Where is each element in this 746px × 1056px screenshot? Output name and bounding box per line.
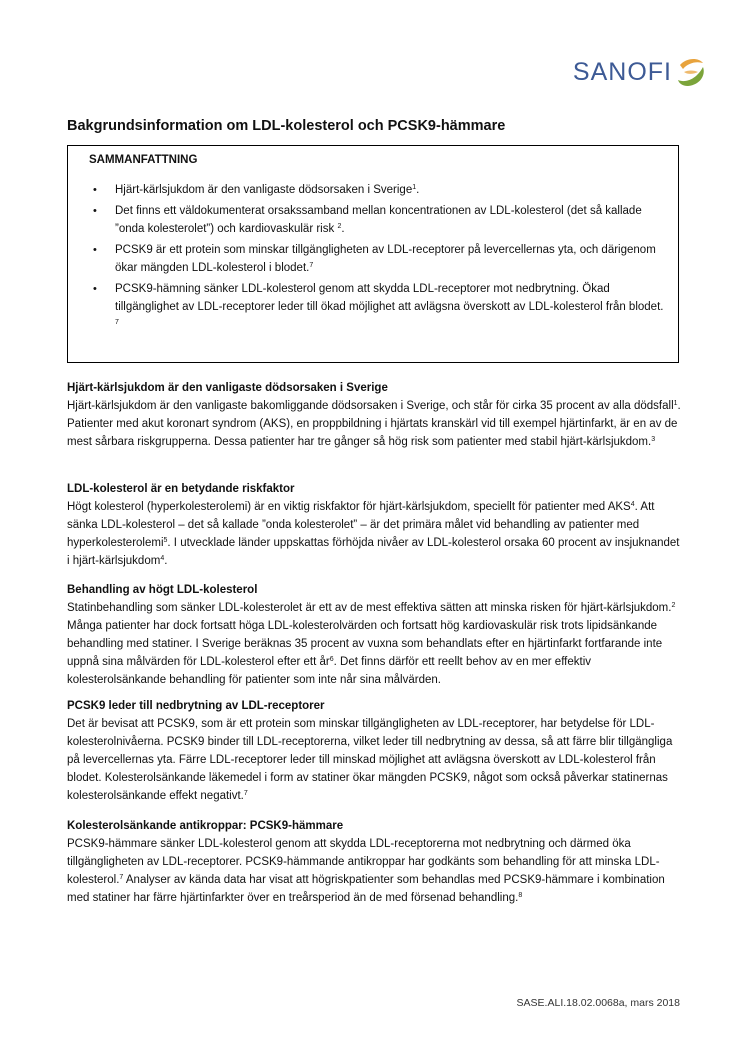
sanofi-logo — [573, 55, 706, 89]
document-footer-code: SASE.ALI.18.02.0068a, mars 2018 — [516, 997, 680, 1009]
bullet-icon: • — [93, 244, 97, 256]
section-treatment — [67, 582, 682, 689]
summary-bullet-item: • PCSK9-hämning sänker LDL-kolesterol genom att skydda LDL-receptorer mot nedbrytning. Ökad tillgänglighet av LDL-receptorer leder till ökad möjlighet att avlägsna överskott av LDL-kolesterol från blodet. $^7$ — [89, 280, 668, 334]
section-heading: Kolesterolsänkande antikroppar: PCSK9-hämmare — [67, 820, 344, 832]
section-cvd — [67, 380, 682, 451]
section-heading: Behandling av högt LDL-kolesterol — [67, 584, 258, 596]
summary-bullet-item: • Det finns ett väldokumenterat orsakssamband mellan koncentrationen av LDL-kolesterol (det så kallade ”onda kolesterolet”) och kardiovaskulär risk $^2$. — [89, 202, 668, 238]
summary-bullet-item: • Hjärt-kärlsjukdom är den vanligaste dödsorsaken i Sverige$^1$. — [89, 181, 668, 199]
section-body: Statinbehandling som sänker LDL-kolesterolet är ett av de mest effektiva sätten att minska risken för hjärt-kärlsjukdom.$^2$ Många patienter har dock fortsatt höga LDL-kolesterolvärden och fortsatt hög kardiovaskulär risk trots lipidsänkande behandling med statiner. I Sverige beräknas 35 procent av vuxna som behandlats efter en hjärtinfarkt fortfarande inte uppnå sina målvärden för LDL-kolesterol efter ett $år^6$. Det finns därför ett reellt behov av en mer effektiv kolesterolsänkande behandling för patienter som inte når sina målvärden. — [67, 602, 676, 686]
section-ldl-risk — [67, 481, 682, 570]
summary-bullet-item: • PCSK9 är ett protein som minskar tillgängligheten av LDL-receptorer på levercellernas yta, och därigenom ökar mängden LDL-kolesterol i blodet.$^7$ — [89, 241, 668, 277]
bullet-icon: • — [93, 283, 97, 295]
bullet-icon: • — [93, 184, 97, 196]
logo-text: SANOFI — [572, 57, 672, 86]
section-body: Det är bevisat att PCSK9, som är ett protein som minskar tillgängligheten av LDL-receptorer, har betydelse för LDL-kolesterolnivåerna. PCSK9 binder till LDL-receptorerna, vilket leder till nedbrytning av dessa, så att färre blir tillgängliga på levercellernas yta. Färre LDL-receptorer leder till minskad möjlighet att avlägsna överskott av LDL-kolesterol från blodet. Kolesterolsänkande läkemedel i form av statiner ökar mängden PCSK9, något som också påverkar statinernas kolesterolsänkande effekt negativt.$^7$ — [67, 718, 673, 802]
summary-list — [89, 181, 668, 334]
section-heading: Hjärt-kärlsjukdom är den vanligaste dödsorsaken i Sverige — [67, 382, 388, 394]
section-body: Hjärt-kärlsjukdom är den vanligaste bakomliggande dödsorsaken i Sverige, och står för cirka 35 procent av alla dödsfall$^1$. Patienter med akut koronart syndrom (AKS), en proppbildning i hjärtats kranskärl vid till exempel hjärtinfarkt, är en av de mest sårbara riskgrupperna. Dessa patienter har tre gånger så hög risk som patienter med stabil hjärt-kärlsjukdom.$^3$ — [67, 400, 681, 448]
summary-heading: SAMMANFATTNING — [89, 154, 198, 166]
section-heading: LDL-kolesterol är en betydande riskfaktor — [67, 483, 295, 495]
section-body: Högt kolesterol (hyperkolesterolemi) är en viktig riskfaktor för hjärt-kärlsjukdom, speciellt för patienter med AKS$^4$. Att sänka LDL-kolesterol – det så kallade ”onda kolesterolet” – är det primära målet vid behandling av patienter med hyperkolesterolemi$^5$. I utvecklade länder uppskattas förhöjda nivåer av LDL-kolesterol orsaka 60 procent av insjuknandet i hjärt-kärlsjukdom$^4$. — [67, 501, 680, 567]
document-title: Bakgrundsinformation om LDL-kolesterol och PCSK9-hämmare — [67, 118, 506, 134]
section-pcsk9-degradation — [67, 698, 682, 805]
sanofi-bird-icon — [676, 55, 706, 89]
summary-box — [67, 145, 679, 363]
bullet-icon: • — [93, 205, 97, 217]
section-heading: PCSK9 leder till nedbrytning av LDL-receptorer — [67, 700, 325, 712]
section-antibodies — [67, 818, 682, 907]
section-body: PCSK9-hämmare sänker LDL-kolesterol genom att skydda LDL-receptorerna mot nedbrytning och därmed öka tillgängligheten av LDL-receptorer. PCSK9-hämmande antikroppar har godkänts som behandling för att minska LDL-kolesterol.$^7$ Analyser av kända data har visat att högriskpatienter som behandlas med PCSK9-hämmare i kombination med statiner har färre hjärtinfarkter över en treårsperiod än de med försenad behandling.$^8$ — [67, 838, 665, 904]
